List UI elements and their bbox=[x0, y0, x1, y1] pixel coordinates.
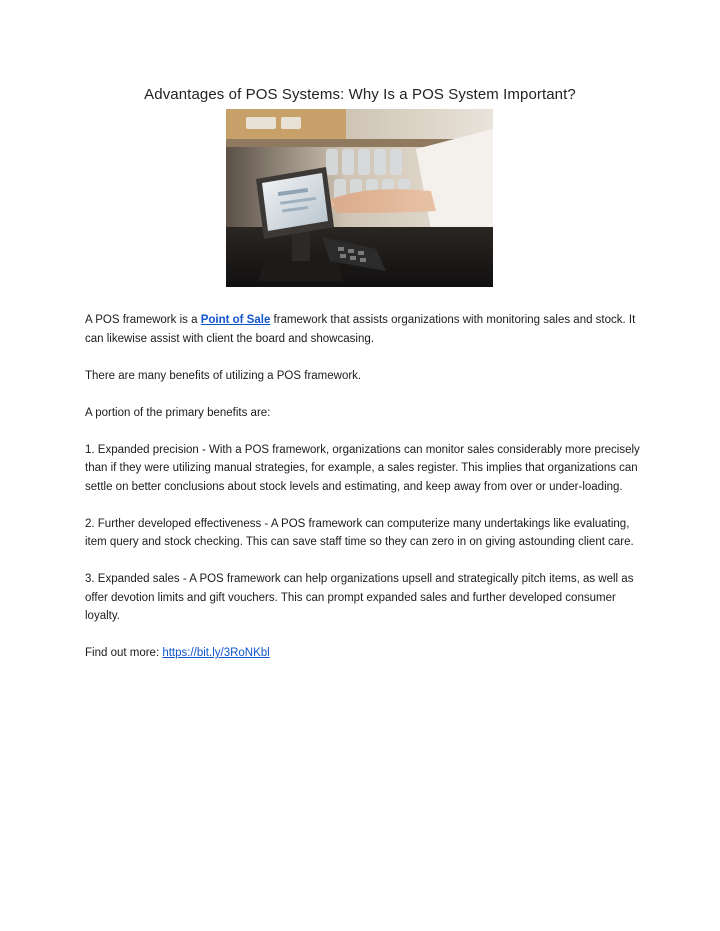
benefit-item-2: 2. Further developed effectiveness - A POS framework can computerize many undertakings like evaluating, item query and stock checking. This can save staff time so they can zero in on giving astounding client care. bbox=[85, 517, 634, 548]
find-out-more-paragraph bbox=[85, 644, 645, 663]
find-out-more-label: Find out more: bbox=[85, 647, 163, 659]
article-body bbox=[85, 311, 645, 681]
benefit-item-1: 1. Expanded precision - With a POS framework, organizations can monitor sales considerably more precisely than if they were utilizing manual strategies, for example, a sales register. This implies that organizations can settle on better conclusions about stock levels and estimating, and keep away from over or under-loading. bbox=[85, 443, 640, 493]
benefit-item-3: 3. Expanded sales - A POS framework can help organizations upsell and strategically pitch items, as well as offer devotion limits and gift vouchers. This can prompt expanded sales and further developed consumer loyalty. bbox=[85, 573, 634, 622]
page-title: Advantages of POS Systems: Why Is a POS System Important? bbox=[144, 86, 576, 103]
portion-paragraph: A portion of the primary benefits are: bbox=[85, 406, 271, 419]
pos-terminal-photo bbox=[226, 109, 493, 287]
intro-paragraph bbox=[85, 311, 645, 348]
point-of-sale-link[interactable]: Point of Sale bbox=[200, 314, 271, 326]
benefits-lead-paragraph: There are many benefits of utilizing a POS framework. bbox=[85, 369, 362, 382]
find-out-more-link[interactable]: https://bit.ly/3RoNKbl bbox=[162, 647, 270, 659]
intro-text-after: framework that assists organizations with monitoring sales and stock. It can likewise assist with client the board and showcasing. bbox=[85, 314, 636, 345]
intro-text-before: A POS framework is a bbox=[85, 314, 201, 326]
